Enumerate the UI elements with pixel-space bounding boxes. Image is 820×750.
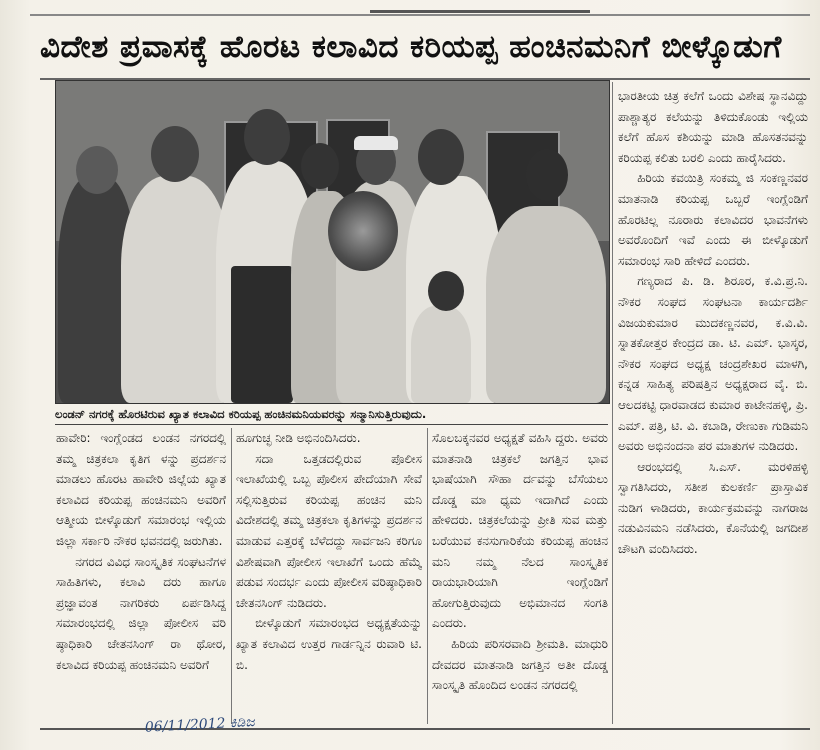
photo-child xyxy=(411,306,471,403)
paragraph: ಆರಂಭದಲ್ಲಿ ಸಿ.ಎಸ್. ಮರಳಿಹಳ್ಳಿ ಸ್ವಾಗತಿಸಿದರು, ಸತೀಶ ಕುಲಕರ್ಣಿ ಪ್ರಾಸ್ತಾವಿಕ ನುಡಿಗ ಳಾಡಿದರು, ಕಾರ್ಯಕ್ರಮವನ್ನು ನಾಗರಾಜ ನಡುವಿನಮನಿ ನಡೆಸಿದರು, ಕೊನೆಯಲ್ಲಿ ಜಗದೀಶ ಚೌಟಗಿ ವಂದಿಸಿದರು. xyxy=(618,459,808,557)
photo-person-head xyxy=(244,109,290,165)
photo-child-head xyxy=(428,271,464,311)
photo-person-head xyxy=(301,143,339,189)
previous-article-fragment xyxy=(370,0,590,13)
column-2 xyxy=(236,428,422,724)
handwritten-date-note: 06/11/2012 ಕಿಡಿಜ xyxy=(144,713,256,736)
paragraph: ಬೀಳ್ಕೊಡುಗೆ ಸಮಾರಂಭದ ಅಧ್ಯಕ್ಷತೆಯನ್ನು ಖ್ಯಾತ ಕಲಾವಿದ ಉತ್ತರ ಗಾರ್ಡನ್ನಿನ ರುವಾರಿ ಟಿ. ಬಿ. xyxy=(236,616,422,672)
headline: ವಿದೇಶ ಪ್ರವಾಸಕ್ಕೆ ಹೊರಟ ಕಲಾವಿದ ಕರಿಯಪ್ಪ ಹಂಚಿನಮನಿಗೆ ಬೀಳ್ಕೊಡುಗೆ xyxy=(40,29,782,65)
news-photo xyxy=(55,80,610,404)
right-column xyxy=(618,86,808,724)
paragraph: ಹಾವೇರಿ: ಇಂಗ್ಲೆಂಡದ ಲಂಡನ ನಗರದಲ್ಲಿ ತಮ್ಮ ಚಿತ್ರಕಲಾ ಕೃತಿಗ ಳನ್ನು ಪ್ರದರ್ಶನ ಮಾಡಲು ಹೊರಟ ಹಾವೇರಿ ಜಿಲ್ಲೆಯ ಖ್ಯಾತ ಕಲಾವಿದ ಕರಿಯಪ್ಪ ಹಂಚಿನಮನಿ ಅವರಿಗೆ ಆತ್ಮೀಯ ಬೀಳ್ಕೊಡುಗೆ ಸಮಾರಂಭ ಇಲ್ಲಿಯ ಜಿಲ್ಲಾ ಸರ್ಕಾರಿ ನೌಕರ ಭವನದಲ್ಲಿ ಜರುಗಿತು. xyxy=(56,431,226,548)
photo-white-cap xyxy=(354,136,398,150)
photo-person-head xyxy=(418,129,464,185)
photo-person xyxy=(486,206,606,403)
photo-bouquet xyxy=(328,191,398,271)
column-separator xyxy=(231,428,232,724)
paragraph: ಸದಾ ಒತ್ತಡದಲ್ಲಿರುವ ಪೊಲೀಸ ಇಲಾಖೆಯಲ್ಲಿ ಒಬ್ಬ ಪೊಲೀಸ ಪೇದೆಯಾಗಿ ಸೇವೆ ಸಲ್ಲಿಸುತ್ತಿರುವ ಕರಿಯಪ್ಪ ಹಂಚಿನ ಮನಿ ವಿದೇಶದಲ್ಲಿ ತಮ್ಮ ಚಿತ್ರಕಲಾ ಕೃತಿಗಳನ್ನು ಪ್ರದರ್ಶನ ಮಾಡುವ ಎತ್ತರಕ್ಕೆ ಬೆಳೆದದ್ದು ಸಾರ್ವಜನಿ ಕರಿಗೂ ವಿಶೇಷವಾಗಿ ಪೋಲೀಸ ಇಲಾಖೆಗೆ ಒಂದು ಹೆಮ್ಮೆ ಪಡುವ ಸಂದರ್ಭ ಎಂದು ಪೋಲೀಸ ವರಿಷ್ಠಾಧಿಕಾರಿ ಚೇತನಸಿಂಗ್ ನುಡಿದರು. xyxy=(236,451,422,610)
paragraph: ಹಿರಿಯ ಪರಿಸರವಾದಿ ಶ್ರೀಮತಿ. ಮಾಧುರಿ ದೇವದರ ಮಾತನಾಡಿ ಜಗತ್ತಿನ ಅತೀ ದೊಡ್ಡ ಸಾಂಸ್ಕೃತಿ ಹೊಂದಿದ ಲಂಡನ ನಗರದಲ್ಲಿ xyxy=(432,636,608,693)
photo-person-head xyxy=(526,149,568,201)
column-separator xyxy=(612,82,613,724)
photo-person-trousers xyxy=(231,266,293,403)
photo-person xyxy=(121,176,231,403)
paragraph: ಹೂಗುಚ್ಛ ನೀಡಿ ಅಭಿನಂದಿಸಿದರು. xyxy=(236,431,361,445)
paragraph: ಸೊಲಬಕ್ಕನವರ ಅಧ್ಯಕ್ಷತೆ ವಹಿಸಿ ದ್ದರು. ಅವರು ಮಾತನಾಡಿ ಚಿತ್ರಕಲೆ ಜಗತ್ತಿನ ಭಾವ ಭಾಷೆಯಾಗಿ ಸೌಹಾ ರ್ದವನ್ನು ಬೆಸೆಯಲು ದೊಡ್ಡ ಮಾ ಧ್ಯಮ ಇದಾಗಿದೆ ಎಂದು ಹೇಳಿದರು. ಚಿತ್ರಕಲೆಯನ್ನು ಪ್ರೀತಿ ಸುವ ಮತ್ತು ಬರೆಯುವ ಕನಸುಗಾರಿಕೆಯ ಕರಿಯಪ್ಪ ಹಂಚಿನ ಮನಿ ನಮ್ಮ ನೆಲದ ಸಾಂಸ್ಕೃತಿಕ ರಾಯಭಾರಿಯಾಗಿ ಇಂಗ್ಲೆಂಡಿಗೆ ಹೋಗುತ್ತಿರುವುದು ಅಭಿಮಾನದ ಸಂಗತಿ ಎಂದರು. xyxy=(432,431,608,631)
column-separator xyxy=(427,428,428,724)
top-border-strip xyxy=(30,0,810,16)
photo-caption: ಲಂಡನ್ ನಗರಕ್ಕೆ ಹೊರಟಿರುವ ಖ್ಯಾತ ಕಲಾವಿದ ಕರಿಯಪ್ಪ ಹಂಚಿನಮನಿಯವರನ್ನು ಸನ್ಮಾನಿಸುತ್ತಿರುವುದು. xyxy=(55,404,608,425)
photo-person-head xyxy=(76,146,118,194)
photo-person-head xyxy=(151,126,199,182)
paragraph: ಗಣ್ಯರಾದ ಪಿ. ಡಿ. ಶಿರೂರ, ಕ.ವಿ.ಪ್ರ.ನಿ. ನೌಕರ ಸಂಘದ ಸಂಘಟನಾ ಕಾರ್ಯದರ್ಶಿ ವಿಜಯಕುಮಾರ ಮುದಕಣ್ಣನವರ, ಕ.ವಿ.ವಿ. ಸ್ನಾತಕೋತ್ತರ ಕೇಂದ್ರದ ಡಾ. ಟಿ. ಎಮ್. ಭಾಸ್ಕರ, ನೌಕರ ಸಂಘದ ಅಧ್ಯಕ್ಷ ಚಂದ್ರಶೇಖರ ಮಾಳಗಿ, ಕನ್ನಡ ಸಾಹಿತ್ಯ ಪರಿಷತ್ತಿನ ಅಧ್ಯಕ್ಷರಾದ ವೈ. ಬಿ. ಆಲದಕಟ್ಟಿ ಧಾರವಾಡದ ಕುಮಾರ ಕಾಟೇನಹಳ್ಳಿ, ಪ್ರಿ. ಎಮ್. ಪತ್ರಿ, ಟಿ. ವಿ. ಕಬಾಡಿ, ರೇಣುಕಾ ಗುಡಿಮನಿ ಅವರು ಅಭಿನಂದನಾ ಪರ ಮಾತುಗಳ ನುಡಿದರು. xyxy=(618,274,808,454)
column-1 xyxy=(56,428,226,724)
paragraph: ಹಿರಿಯ ಕವಯಿತ್ರಿ ಸಂಕಮ್ಮ ಜಿ ಸಂಕಣ್ಣನವರ ಮಾತನಾಡಿ ಕರಿಯಪ್ಪ ಒಬ್ಬರೆ ಇಂಗ್ಲೆಂಡಿಗೆ ಹೊರಟಿಲ್ಲ ನೂರಾರು ಕಲಾವಿದರ ಭಾವನೆಗಳು ಅವರೊಂದಿಗೆ ಇವೆ ಎಂದು ಈ ಬೀಳ್ಕೊಡುಗೆ ಸಮಾರಂಭ ಸಾರಿ ಹೇಳಿದೆ ಎಂದರು. xyxy=(618,171,808,268)
paragraph: ಭಾರತೀಯ ಚಿತ್ರ ಕಲೆಗೆ ಒಂದು ವಿಶೇಷ ಸ್ಥಾನವಿದ್ದು ಪಾಶ್ಚಾತ್ಯರ ಕಲೆಯನ್ನು ತಿಳಿದುಕೊಂಡು ಇಲ್ಲಿಯ ಕಲೆಗೆ ಹೊಸ ಕಶಿಯನ್ನು ಮಾಡಿ ಹೊಸತನವನ್ನು ಕರಿಯಪ್ಪ ಕಲಿತು ಬರಲಿ ಎಂದು ಹಾರೈಸಿದರು. xyxy=(618,89,808,165)
paragraph: ನಗರದ ವಿವಿಧ ಸಾಂಸ್ಕೃತಿಕ ಸಂಘಟನೆಗಳ ಸಾಹಿತಿಗಳು, ಕಲಾವಿ ದರು ಹಾಗೂ ಪ್ರಜ್ಞಾವಂತ ನಾಗರಿಕರು ಏರ್ಪಡಿಸಿದ್ದ ಸಮಾರಂಭದಲ್ಲಿ ಜಿಲ್ಲಾ ಪೋಲೀಸ ವರಿ ಷ್ಠಾಧಿಕಾರಿ ಚೇತನಸಿಂಗ್ ರಾ ಥೋರ, ಕಲಾವಿದ ಕರಿಯಪ್ಪ ಹಂಚಿನಮನಿ ಅವರಿಗೆ xyxy=(56,554,226,672)
column-3 xyxy=(432,428,608,724)
